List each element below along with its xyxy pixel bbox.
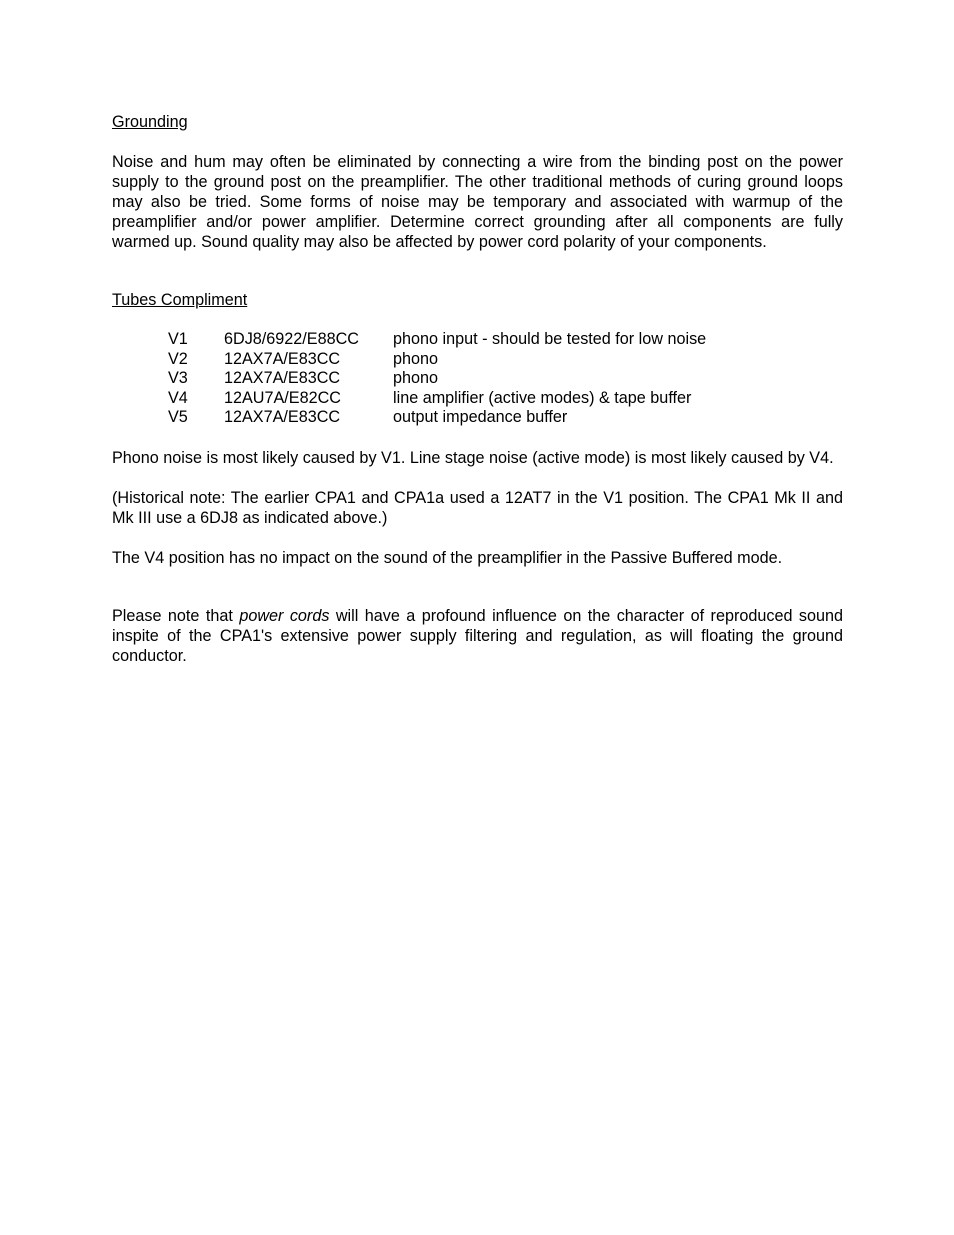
tube-position: V3 — [168, 369, 188, 388]
tubes-heading: Tubes Compliment — [112, 291, 248, 309]
tube-position: V5 — [168, 408, 188, 427]
table-row — [168, 369, 706, 389]
table-row — [168, 330, 706, 350]
power-cords-text-after: will have a profound influence on the character of reproduced sound inspite of the CPA1's extensive power supply filtering and regulation, as will floating the ground conductor. — [112, 606, 843, 665]
tube-position: V4 — [168, 388, 188, 407]
tube-function: line amplifier (active modes) & tape buffer — [393, 388, 692, 407]
table-row — [168, 389, 706, 409]
power-cords-emphasis: power cords — [239, 606, 330, 625]
power-cords-text-before: Please note that — [112, 606, 240, 625]
tube-position: V2 — [168, 349, 188, 368]
power-cords-paragraph — [112, 606, 843, 666]
tube-type: 12AX7A/E83CC — [224, 349, 341, 368]
grounding-heading: Grounding — [112, 113, 188, 131]
tube-function: phono — [393, 349, 439, 368]
tube-type: 12AX7A/E83CC — [224, 369, 341, 388]
tube-function: phono — [393, 369, 439, 388]
historical-note-paragraph: (Historical note: The earlier CPA1 and CPA1a used a 12AT7 in the V1 position. The CPA1 Mk II and Mk III use a 6DJ8 as indicated above.) — [112, 488, 843, 527]
tube-type: 12AU7A/E82CC — [224, 388, 341, 407]
tube-type: 6DJ8/6922/E88CC — [224, 330, 359, 348]
document-page — [112, 112, 843, 666]
v4-position-paragraph: The V4 position has no impact on the sound of the preamplifier in the Passive Buffered mode. — [112, 548, 783, 567]
table-row — [168, 350, 706, 370]
tubes-table — [168, 330, 706, 428]
tube-function: phono input - should be tested for low noise — [393, 330, 707, 348]
tube-position: V1 — [168, 330, 188, 348]
phono-noise-paragraph: Phono noise is most likely caused by V1. Line stage noise (active mode) is most likely caused by V4. — [112, 448, 834, 467]
grounding-paragraph: Noise and hum may often be eliminated by connecting a wire from the binding post on the power supply to the ground post on the preamplifier. The other traditional methods of curing ground loops may also be tried. Some forms of noise may be temporary and associated with warmup of the preamplifier and/or power amplifier. Determine correct grounding after all components are fully warmed up. Sound quality may also be affected by power cord polarity of your components. — [112, 153, 843, 251]
table-row — [168, 408, 706, 428]
tube-function: output impedance buffer — [393, 408, 568, 427]
tube-type: 12AX7A/E83CC — [224, 408, 341, 427]
